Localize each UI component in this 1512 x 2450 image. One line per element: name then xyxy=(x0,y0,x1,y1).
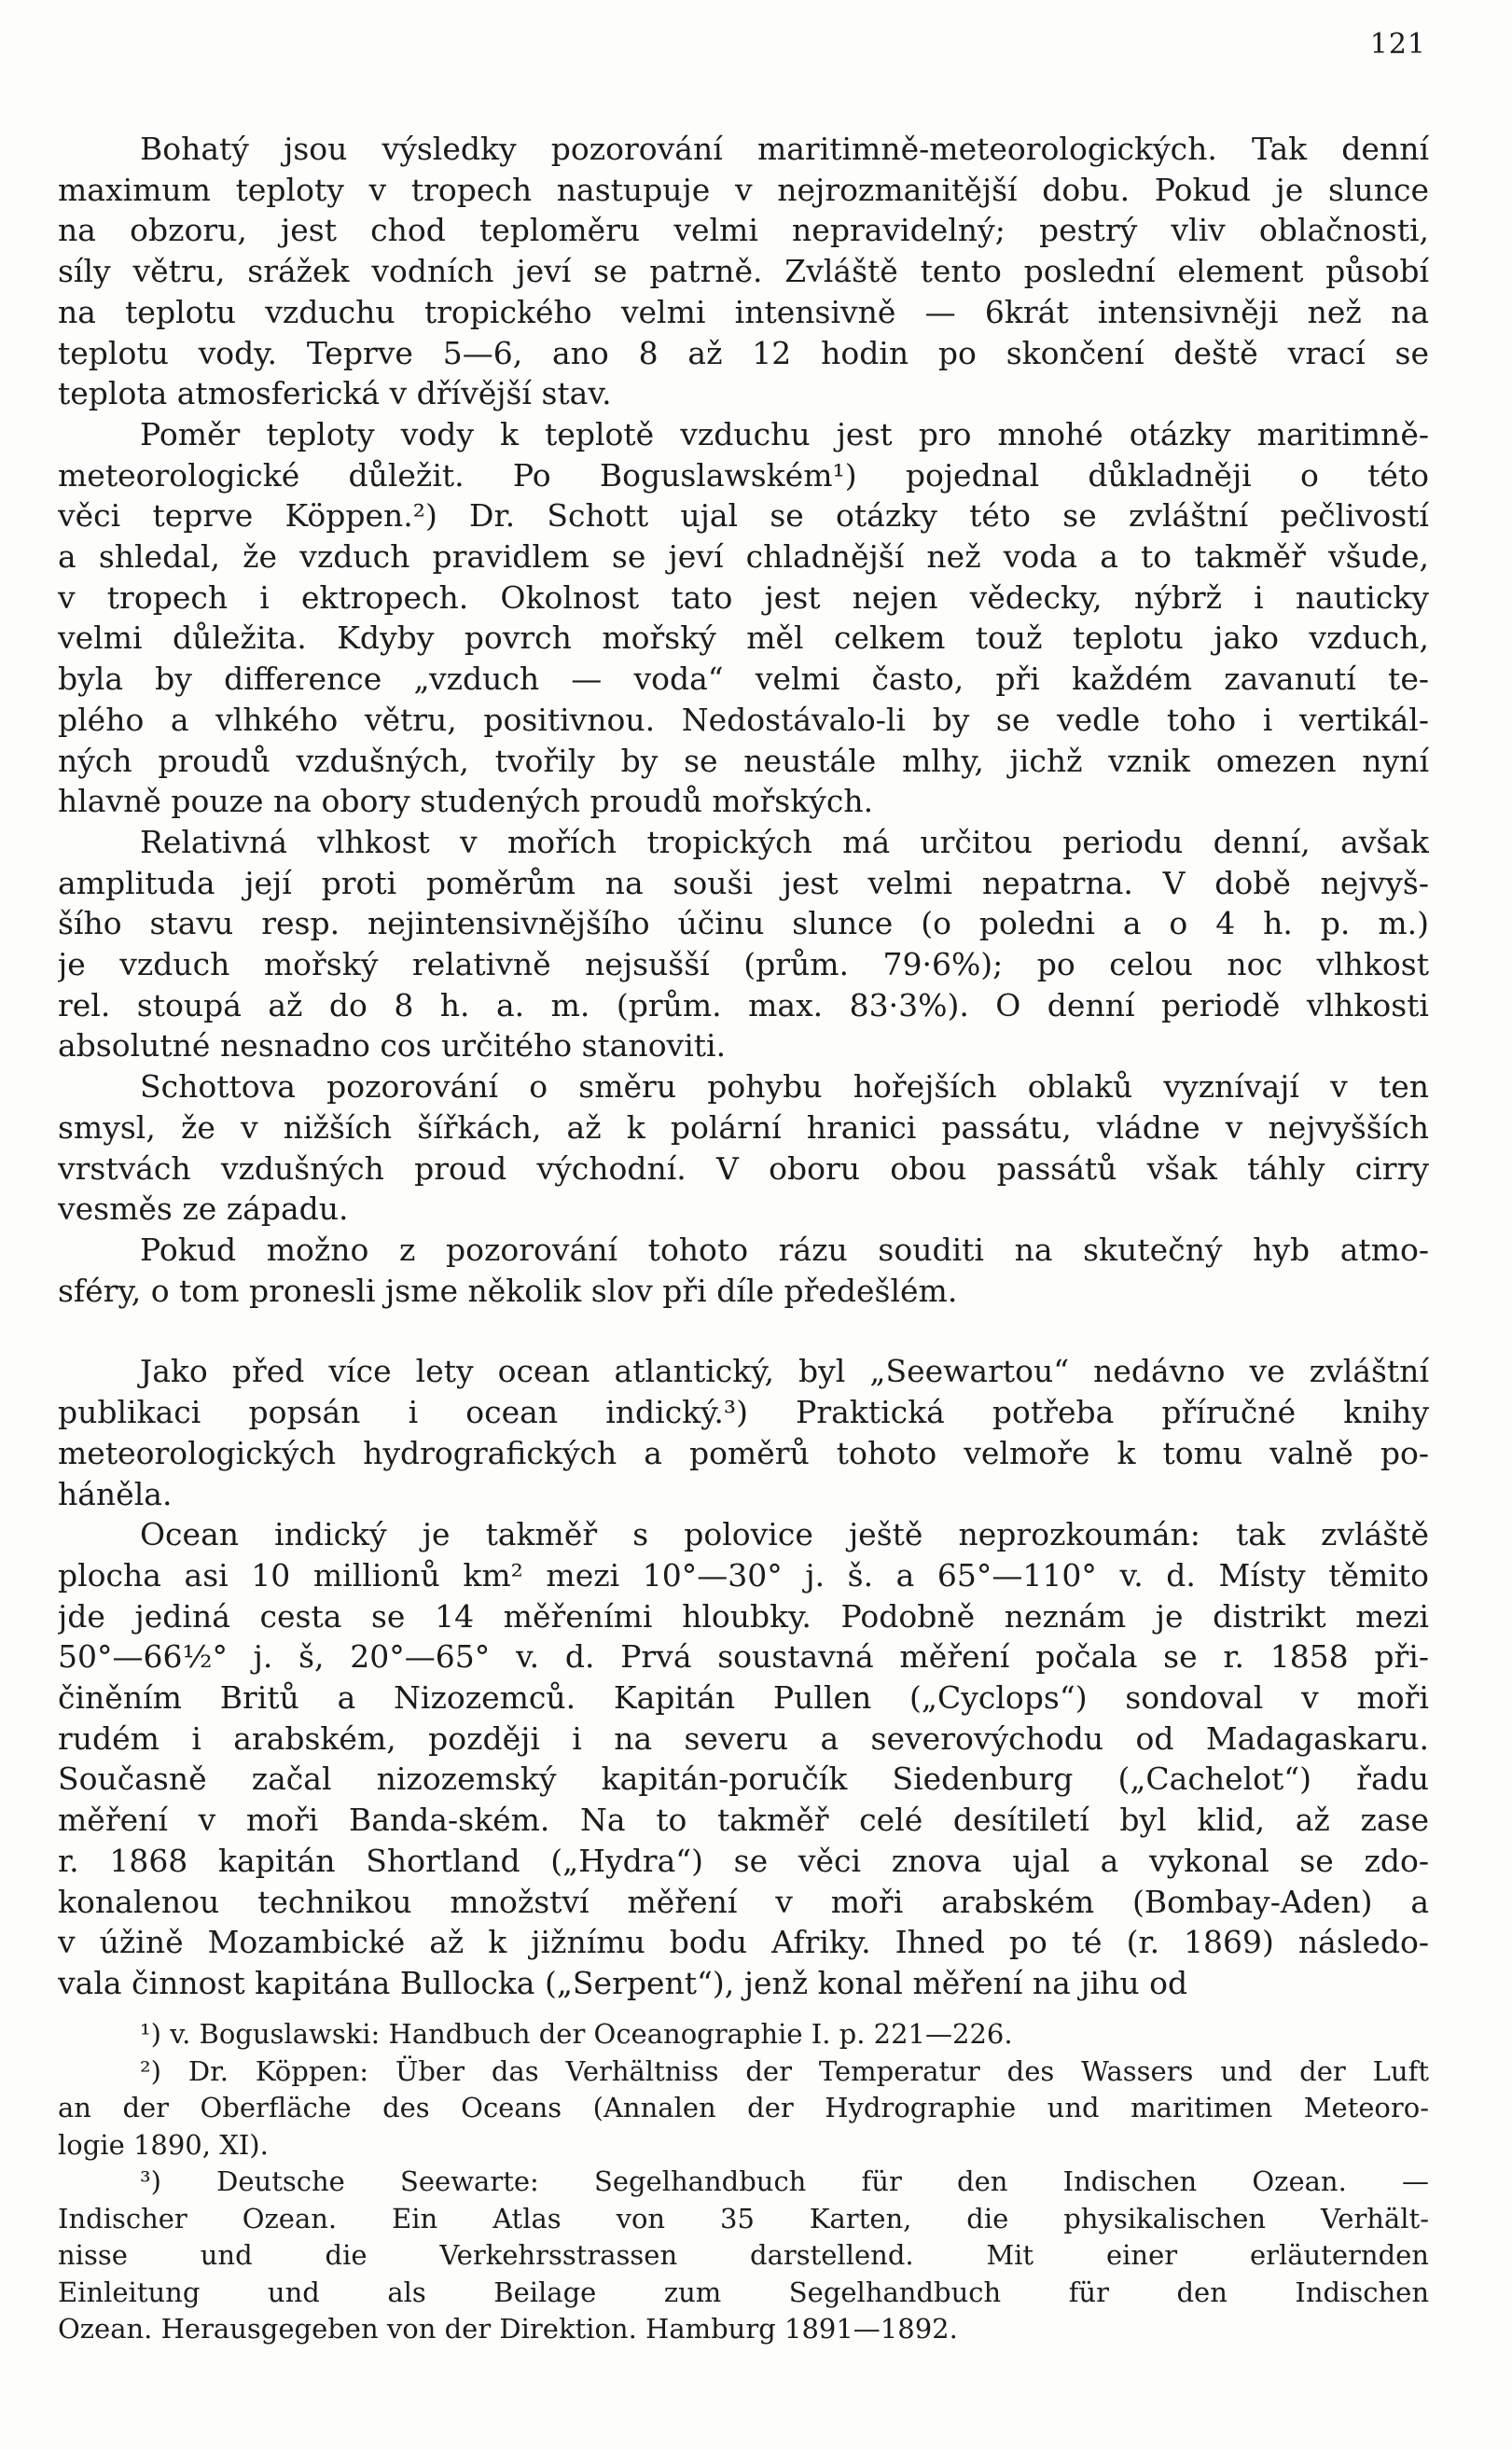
text-line: činěním Britů a Nizozemců. Kapitán Pullen („Cyclops“) sondoval v moři xyxy=(58,1679,1429,1717)
text-line: háněla. xyxy=(58,1475,173,1512)
text-line: smysl, že v nižších šířkách, až k polární hranici passátu, vládne v nejvyšších xyxy=(58,1108,1429,1146)
text-line: rel. stoupá až do 8 h. a. m. (prům. max. 83·3%). O denní periodě vlhkosti xyxy=(58,986,1429,1023)
section-gap xyxy=(58,1311,1429,1351)
text-line: teplota atmosferická v dřívější stav. xyxy=(58,375,612,412)
text-line: meteorologických hydrografických a poměrů tohoto velmoře k tomu valně po- xyxy=(58,1434,1429,1471)
text-line: šího stavu resp. nejintensivnějšího účinu slunce (o poledni a o 4 h. p. m.) xyxy=(58,905,1429,942)
text-line: Bohatý jsou výsledky pozorování maritimně-meteorologických. Tak denní xyxy=(140,131,1429,167)
text-line: vala činnost kapitána Bullocka („Serpent“), jenž konal měření na jihu od xyxy=(58,1964,1188,2001)
text-line: síly větru, srážek vodních jeví se patrně. Zvláště tento poslední element působí xyxy=(58,253,1429,290)
text-line: hlavně pouze na obory studených proudů mořských. xyxy=(58,783,874,820)
text-line: 50°—66½° j. š, 20°—65° v. d. Prvá soustavná měření počala se r. 1858 při- xyxy=(58,1638,1429,1676)
text-line: v úžině Mozambické až k jižnímu bodu Afriky. Ihned po té (r. 1869) následo- xyxy=(58,1924,1429,1961)
text-line: Současně začal nizozemský kapitán-poručík Siedenburg („Cachelot“) řadu xyxy=(58,1761,1429,1798)
text-line: r. 1868 kapitán Shortland („Hydra“) se věci znova ujal a vykonal se zdo- xyxy=(58,1842,1429,1879)
paragraph xyxy=(58,822,1429,1066)
footnote-line: ¹) v. Boguslawski: Handbuch der Oceanographie I. p. 221—226. xyxy=(140,2018,1013,2050)
text-line: v tropech i ektropech. Okolnost tato jest nejen vědecky, nýbrž i nauticky xyxy=(58,578,1429,616)
text-line: Pokud možno z pozorování tohoto rázu souditi na skutečný hyb atmo- xyxy=(140,1231,1429,1268)
paragraph xyxy=(58,1066,1429,1230)
footnote xyxy=(58,2164,1429,2348)
text-line: maximum teploty v tropech nastupuje v nejrozmanitější dobu. Pokud je slunce xyxy=(58,171,1429,208)
text-line: jde jediná cesta se 14 měřeními hloubky. Podobně neznám je distrikt mezi xyxy=(58,1597,1429,1635)
footnote-line: ²) Dr. Köppen: Über das Verhältniss der Temperatur des Wassers und der Luft xyxy=(140,2054,1429,2087)
footnote-line: nisse und die Verkehrsstrassen darstellend. Mit einer erläuternden xyxy=(58,2239,1429,2271)
footnote-line: an der Oberfläche des Oceans (Annalen der Hydrographie und maritimen Meteoro- xyxy=(58,2092,1429,2123)
text-line: na obzoru, jest chod teploměru velmi nepravidelný; pestrý vliv oblačnosti, xyxy=(58,212,1429,249)
text-line: plého a vlhkého větru, positivnou. Nedostávalo-li by se vedle toho i vertikál- xyxy=(58,701,1429,738)
text-line: konalenou technikou množství měření v moři arabském (Bombay-Aden) a xyxy=(58,1883,1429,1920)
text-line: a shledal, že vzduch pravidlem se jeví chladnější než voda a to takměř všude, xyxy=(58,538,1429,576)
text-line: teplotu vody. Teprve 5—6, ano 8 až 12 hodin po skončení deště vrací se xyxy=(58,334,1429,371)
paragraph xyxy=(58,414,1429,822)
text-line: na teplotu vzduchu tropického velmi intensivně — 6krát intensivněji než na xyxy=(58,293,1429,330)
text-line: absolutné nesnadno cos určitého stanoviti. xyxy=(58,1027,727,1065)
text-line: byla by difference „vzduch — voda“ velmi často, při každém zavanutí te- xyxy=(58,661,1429,698)
text-line: Schottova pozorování o směru pohybu hořejších oblaků vyznívají v ten xyxy=(140,1068,1429,1106)
paragraph xyxy=(58,1230,1429,1311)
text-line: rudém i arabském, později i na severu a severovýchodu od Madagaskaru. xyxy=(58,1719,1429,1757)
text-line: amplituda její proti poměrům na souši jest velmi nepatrna. V době nejvyš- xyxy=(58,864,1429,901)
text-line: vrstvách vzdušných proud východní. V oboru obou passátů však táhly cirry xyxy=(58,1149,1429,1187)
text-line: velmi důležita. Kdyby povrch mořský měl celkem touž teplotu jako vzduch, xyxy=(58,619,1429,657)
footnote-line: Einleitung und als Beilage zum Segelhandbuch für den Indischen xyxy=(58,2276,1429,2308)
paragraph xyxy=(58,1351,1429,1514)
text-line: publikaci popsán i ocean indický.³) Praktická potřeba příručné knihy xyxy=(58,1394,1429,1431)
paragraph xyxy=(58,129,1429,414)
text-line: plocha asi 10 millionů km² mezi 10°—30° j. š. a 65°—110° v. d. Místy těmito xyxy=(58,1556,1429,1594)
footnote xyxy=(58,2053,1429,2165)
paragraph xyxy=(58,1514,1429,2003)
text-line: měření v moři Banda-ském. Na to takměř celé desítiletí byl klid, až zase xyxy=(58,1802,1429,1839)
text-line: meteorologické důležit. Po Boguslawském¹) pojednal důkladněji o této xyxy=(58,456,1429,494)
footnote-line: ³) Deutsche Seewarte: Segelhandbuch für den Indischen Ozean. — xyxy=(140,2165,1429,2197)
text-line: Jako před více lety ocean atlantický, byl „Seewartou“ nedávno ve zvláštní xyxy=(140,1353,1429,1390)
text-line: Relativná vlhkost v mořích tropických má určitou periodu denní, avšak xyxy=(140,823,1429,860)
text-line: vesměs ze západu. xyxy=(58,1190,349,1228)
text-line: je vzduch mořský relativně nejsušší (prům. 79·6%); po celou noc vlhkost xyxy=(58,946,1429,983)
text-line: Ocean indický je takměř s polovice ještě neprozkoumán: tak zvláště xyxy=(140,1516,1429,1553)
text-line: věci teprve Köppen.²) Dr. Schott ujal se otázky této se zvláštní pečlivostí xyxy=(58,497,1429,535)
footnote-line: Ozean. Herausgegeben von der Direktion. Hamburg 1891—1892. xyxy=(58,2313,958,2345)
main-text xyxy=(58,129,1429,2004)
footnote xyxy=(58,2016,1429,2053)
page-number: 121 xyxy=(1369,28,1426,61)
text-line: ných proudů vzdušných, tvořily by se neustále mlhy, jichž vznik omezen nyní xyxy=(58,742,1429,779)
footnote-line: Indischer Ozean. Ein Atlas von 35 Karten, die physikalischen Verhält- xyxy=(58,2202,1429,2234)
text-line: sféry, o tom pronesli jsme několik slov při díle předešlém. xyxy=(58,1272,958,1309)
footnote-line: logie 1890, XI). xyxy=(58,2128,269,2161)
text-line: Poměr teploty vody k teplotě vzduchu jest pro mnohé otázky maritimně- xyxy=(140,415,1429,452)
footnotes xyxy=(58,2016,1429,2348)
